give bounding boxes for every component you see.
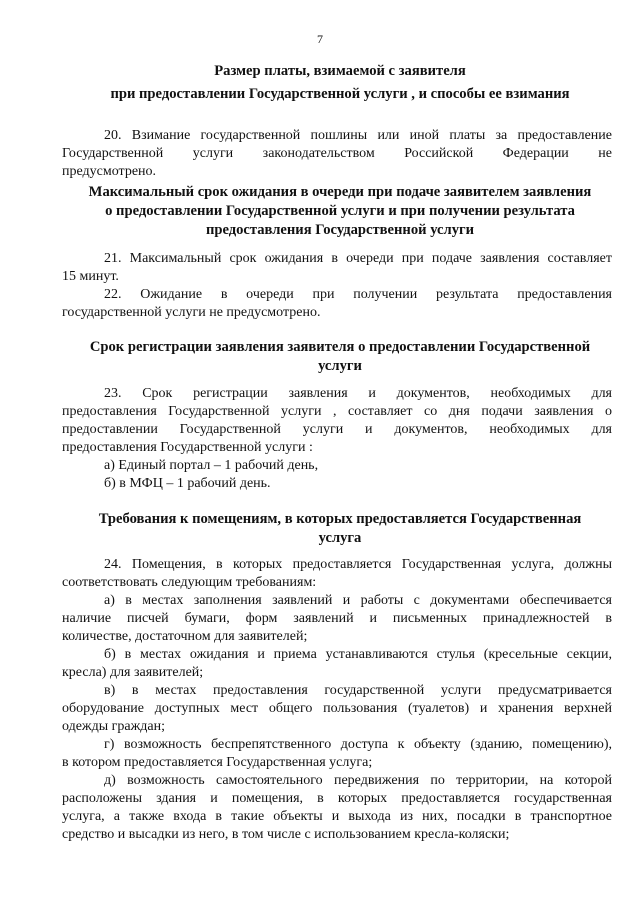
text-line: предоставления Государственной услуги : xyxy=(62,440,313,455)
text-line: предоставления Государственной услуги , составляет со дня подачи заявления о xyxy=(62,404,612,419)
heading-line: услуга xyxy=(318,530,362,546)
text-line: 23. Срок регистрации заявления и документов, необходимых для xyxy=(104,386,612,401)
paragraph-24 xyxy=(62,556,612,844)
text-line: 22. Ожидание в очереди при получении результата предоставления xyxy=(104,287,612,302)
heading-line: Требования к помещениям, в которых предоставляется Государственная xyxy=(98,511,582,527)
text-line: а) в местах заполнения заявлений и работы с документами обеспечивается xyxy=(104,593,612,608)
page-number: 7 xyxy=(317,32,323,46)
heading-line: при предоставлении Государственной услуги , и способы ее взимания xyxy=(110,86,570,102)
paragraph-20 xyxy=(62,127,612,181)
heading-line: Срок регистрации заявления заявителя о предоставлении Государственной xyxy=(89,339,591,355)
text-line: услуга, а также входа в такие объекты и выхода из них, посадки в транспортное xyxy=(62,809,612,824)
text-line: б) в местах ожидания и приема устанавливаются стулья (кресельные секции, xyxy=(104,647,612,662)
text-line: соответствовать следующим требованиям: xyxy=(62,575,317,590)
text-line: д) возможность самостоятельного передвижения по территории, на которой xyxy=(104,773,612,788)
text-line: наличие писчей бумаги, форм заявлений и письменных принадлежностей в xyxy=(62,611,612,626)
section-heading-registration xyxy=(60,338,620,376)
text-line: расположены здания и помещения, в которых предоставляется государственная xyxy=(62,791,612,806)
text-line: 20. Взимание государственной пошлины или иной платы за предоставление xyxy=(104,128,612,143)
paragraph-23 xyxy=(62,385,612,493)
text-line: в) в местах предоставления государственной услуги предусматривается xyxy=(104,683,612,698)
section-heading-queue xyxy=(60,183,620,240)
text-line: предусмотрено. xyxy=(62,164,157,179)
heading-line: Максимальный срок ожидания в очереди при подаче заявителем заявления xyxy=(88,184,592,200)
text-line: 21. Максимальный срок ожидания в очереди при подаче заявления составляет xyxy=(104,251,612,266)
text-line: предоставлении Государственной услуги и документов, необходимых для xyxy=(62,422,612,437)
text-line: Государственной услуги законодательством Российской Федерации не xyxy=(62,146,612,161)
heading-line: Размер платы, взимаемой с заявителя xyxy=(214,63,466,79)
text-line: кресла) для заявителей; xyxy=(62,665,204,680)
text-line: б) в МФЦ – 1 рабочий день. xyxy=(104,476,271,491)
text-line: в котором предоставляется Государственная услуга; xyxy=(62,755,373,770)
heading-line: о предоставлении Государственной услуги и при получении результата xyxy=(105,203,575,219)
text-line: г) возможность беспрепятственного доступа к объекту (зданию, помещению), xyxy=(104,737,612,752)
heading-line: услуги xyxy=(318,358,362,374)
text-line: средство и высадки из него, в том числе с использованием кресла-коляски; xyxy=(62,827,510,842)
text-line: 24. Помещения, в которых предоставляется Государственная услуга, должны xyxy=(104,557,612,572)
section-heading-premises xyxy=(60,510,620,548)
section-heading-fee xyxy=(60,62,620,104)
text-line: 15 минут. xyxy=(62,269,119,284)
text-line: а) Единый портал – 1 рабочий день, xyxy=(104,458,319,473)
text-line: оборудование доступных мест общего пользования (туалетов) и хранения верхней xyxy=(62,701,612,716)
text-line: государственной услуги не предусмотрено. xyxy=(62,305,321,320)
paragraph-22 xyxy=(62,286,612,322)
text-line: количестве, достаточном для заявителей; xyxy=(62,629,308,644)
text-line: одежды граждан; xyxy=(62,719,165,734)
heading-line: предоставления Государственной услуги xyxy=(205,222,475,238)
paragraph-21 xyxy=(62,250,612,286)
